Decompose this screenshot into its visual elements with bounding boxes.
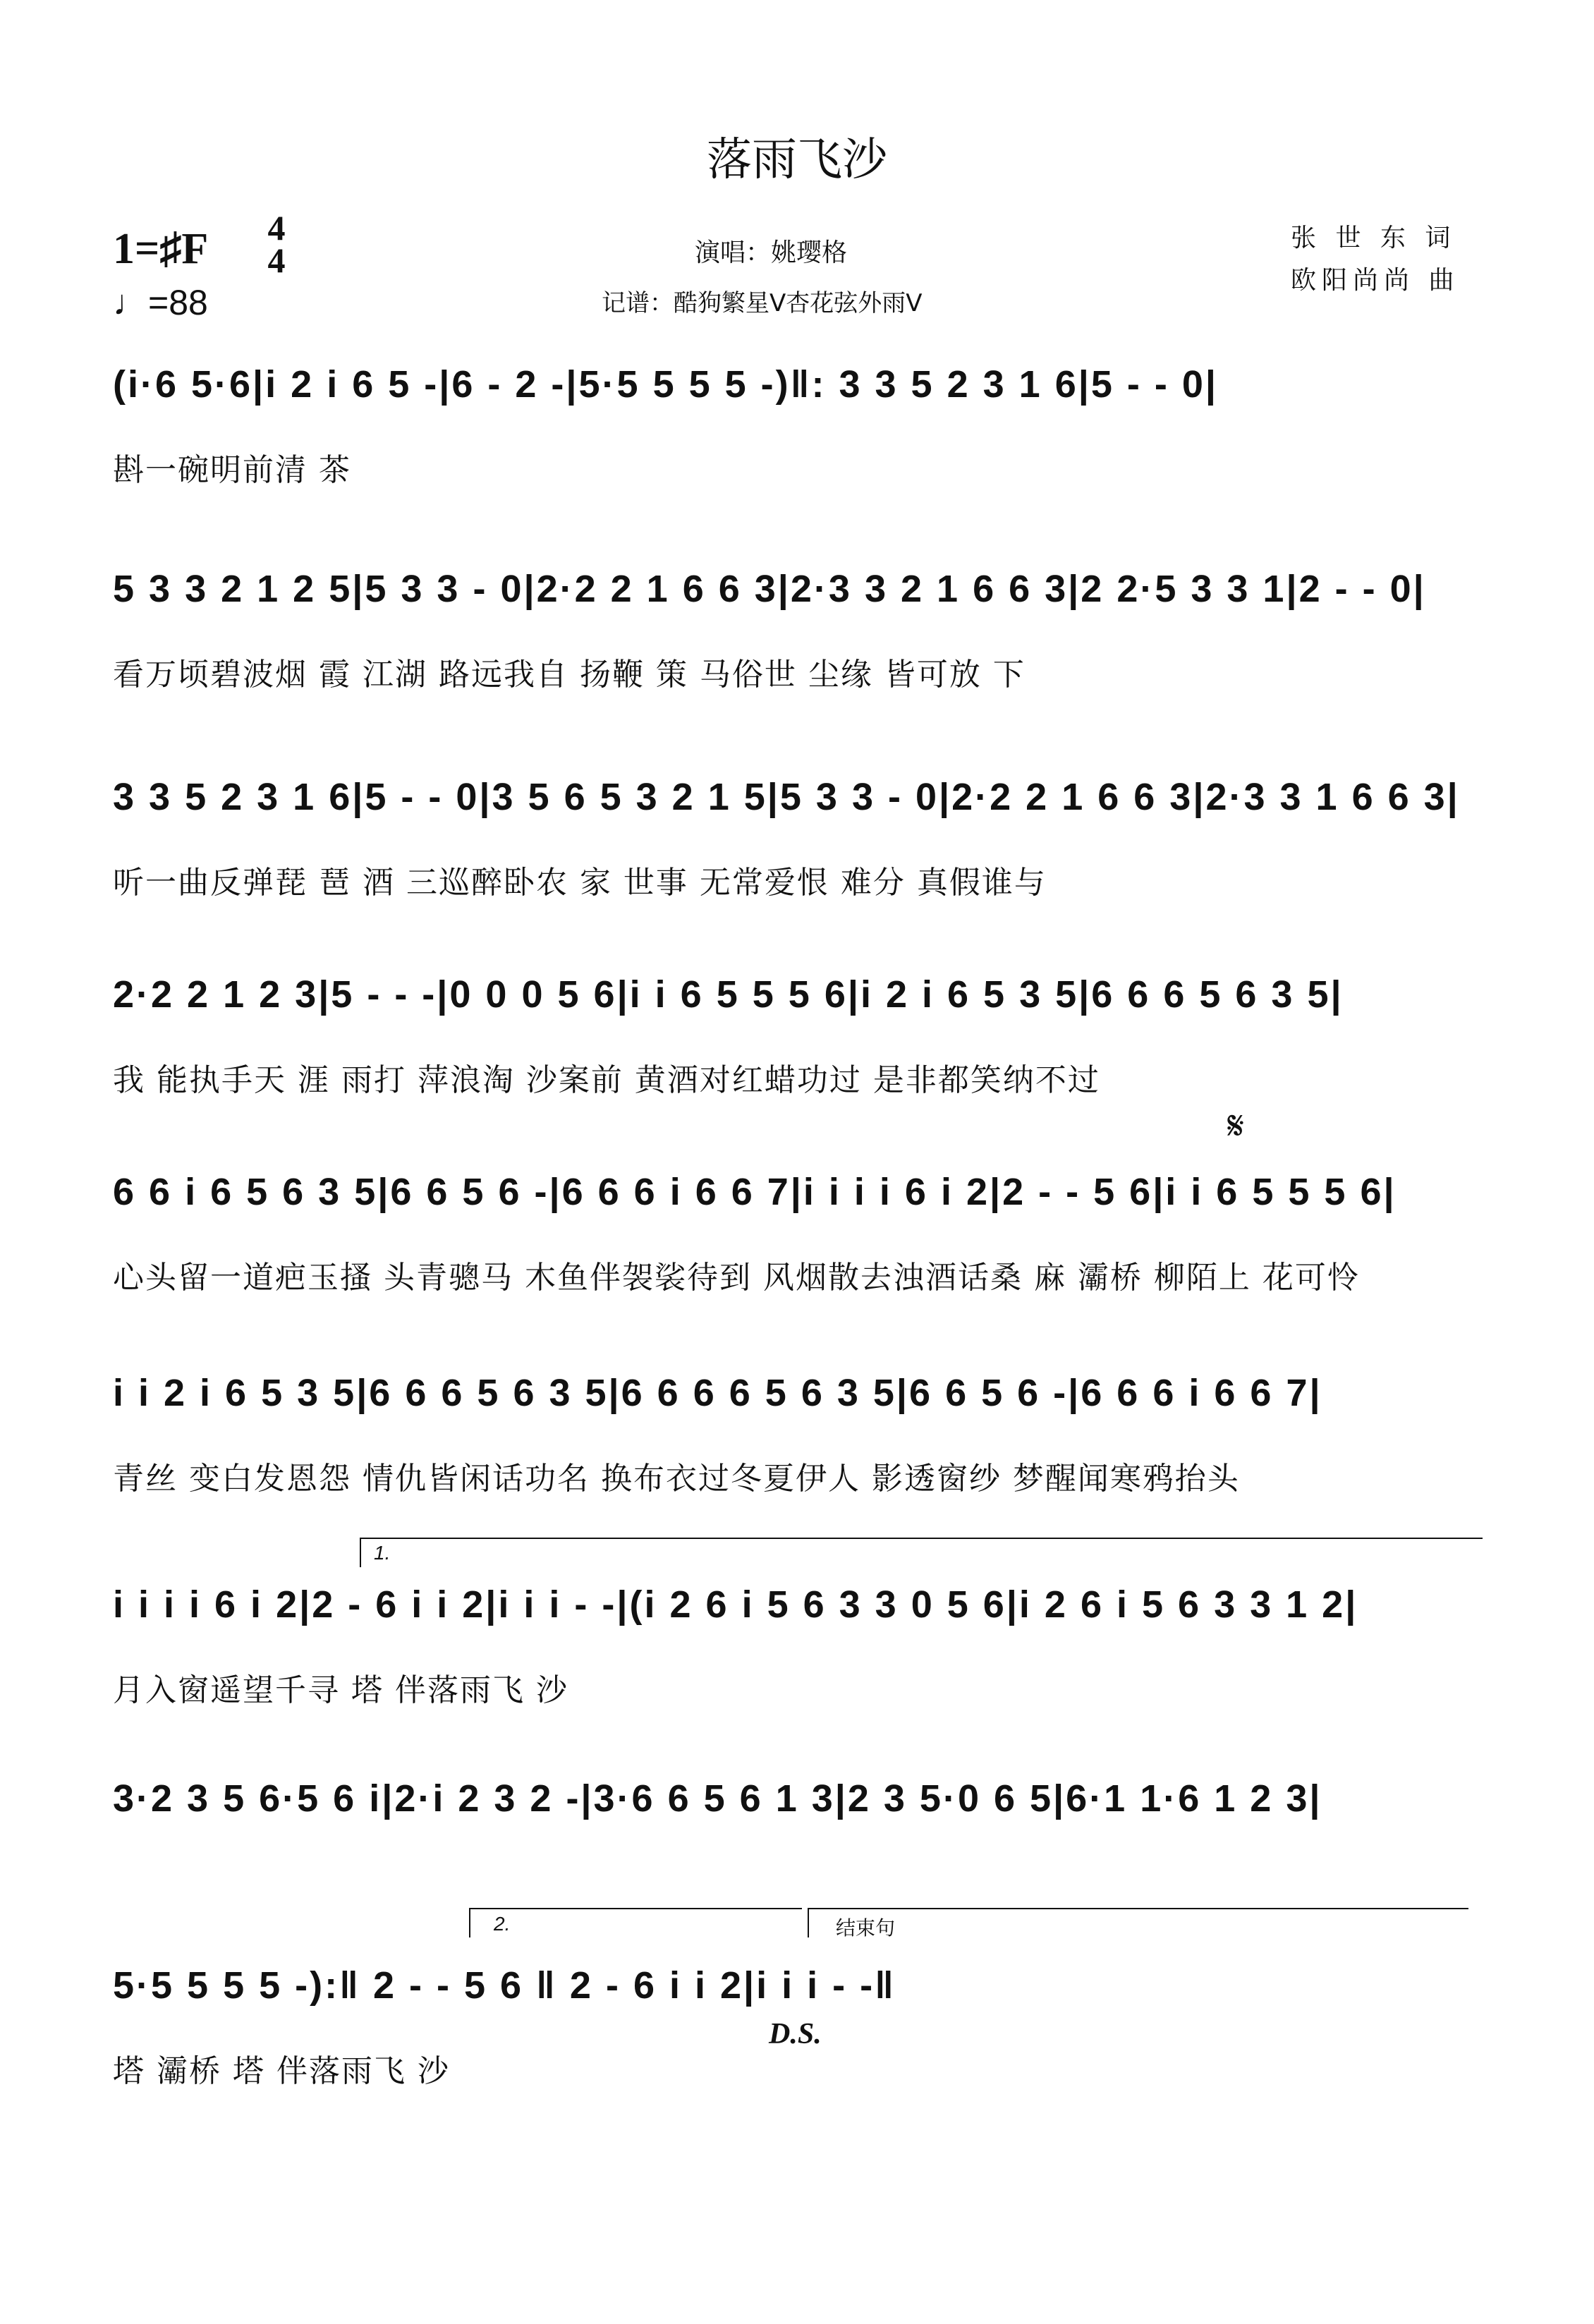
- volta-label-2: 2.: [494, 1913, 511, 1935]
- volta-bracket-1: [360, 1538, 1483, 1567]
- lyric-line: 塔 灞桥 塔 伴落雨飞 沙: [113, 2053, 450, 2089]
- lyric-line: 青丝 变白发恩怨 情仇皆闲话功名 换布衣过冬夏伊人 影透窗纱 梦醒闻寒鸦抬头: [113, 1461, 1240, 1497]
- singer-credit: 演唱：姚璎格: [695, 238, 848, 267]
- tempo-marking: ♩=88: [113, 283, 208, 322]
- key-signature: 1=♯F: [113, 225, 209, 273]
- score-line: [113, 353, 1481, 536]
- notation-line: i i 2 i 6 5 3 5|6 6 6 5 6 3 5|6 6 6 6 5 6 3 5|6 6 5 6 -|6 6 6 i 6 6 7|: [113, 1372, 1322, 1414]
- lyric-line: 心头留一道疤玉搔 头青骢马 木鱼伴袈裟待到 风烟散去浊酒话桑 麻 灞桥 柳陌上 花可怜: [113, 1260, 1360, 1296]
- transcriber-credit: 记谱：酷狗繁星V杏花弦外雨V: [602, 289, 923, 317]
- score-line: [113, 1160, 1481, 1344]
- score-line: [113, 1361, 1481, 1545]
- time-signature-top: 4: [267, 208, 286, 248]
- score-line: [113, 557, 1481, 741]
- score-line: [113, 963, 1481, 1146]
- lyric-line: 我 能执手天 涯 雨打 萍浪淘 沙案前 黄酒对红蜡功过 是非都笑纳不过: [113, 1062, 1100, 1098]
- notation-line: 2·2 2 1 2 3|5 - - -|0 0 0 5 6|i i 6 5 5 5 6|i 2 i 6 5 3 5|6 6 6 5 6 3 5|: [113, 973, 1344, 1016]
- volta-label-1: 1.: [374, 1542, 391, 1564]
- notation-line: (i·6 5·6|i 2 i 6 5 -|6 - 2 -|5·5 5 5 5 -)‖: 3 3 5 2 3 1 6|5 - - 0|: [113, 363, 1218, 406]
- segno-sign: 𝄋: [1227, 1105, 1245, 1148]
- notation-line: i i i i 6 i 2|2 - 6 i i 2|i i i - -|(i 2 6 i 5 6 3 3 0 5 6|i 2 6 i 5 6 3 3 1 2|: [113, 1583, 1358, 1626]
- song-title: 落雨飞沙: [707, 134, 887, 186]
- composer-credit: 欧阳尚尚 曲: [1291, 266, 1460, 295]
- notation-line: 3 3 5 2 3 1 6|5 - - 0|3 5 6 5 3 2 1 5|5 3 3 - 0|2·2 2 1 6 6 3|2·3 3 1 6 6 3|: [113, 776, 1460, 818]
- volta-bracket-2: [469, 1908, 802, 1937]
- score-line: [113, 765, 1481, 949]
- lyricist-credit: 张 世 东 词: [1291, 224, 1456, 253]
- time-signature-bottom: 4: [267, 241, 286, 280]
- author-credits: [1291, 217, 1459, 302]
- ending-bracket: [808, 1908, 1468, 1937]
- ds-marking: D.S.: [769, 2018, 822, 2050]
- notation-line: 5·5 5 5 5 -):‖ 2 - - 5 6 ‖ 2 - 6 i i 2|i i i - -‖: [113, 1964, 896, 2007]
- time-signature: [255, 208, 298, 280]
- notation-line: 3·2 3 5 6·5 6 i|2·i 2 3 2 -|3·6 6 5 6 1 3|2 3 5·0 6 5|6·1 1·6 1 2 3|: [113, 1777, 1322, 1820]
- ending-label: 结束句: [836, 1917, 896, 1939]
- notation-line: 5 3 3 2 1 2 5|5 3 3 - 0|2·2 2 1 6 6 3|2·3 3 2 1 6 6 3|2 2·5 3 3 1|2 - - 0|: [113, 568, 1426, 610]
- notation-line: 6 6 i 6 5 6 3 5|6 6 5 6 -|6 6 6 i 6 6 7|i i i i 6 i 2|2 - - 5 6|i i 6 5 5 5 6|: [113, 1171, 1397, 1213]
- lyric-line: 月入窗遥望千寻 塔 伴落雨飞 沙: [113, 1672, 568, 1708]
- score-line: [113, 1573, 1481, 1756]
- lyric-line: 看万顷碧波烟 霞 江湖 路远我自 扬鞭 策 马俗世 尘缘 皆可放 下: [113, 657, 1026, 693]
- lyric-line: 听一曲反弹琵 琶 酒 三巡醉卧农 家 世事 无常爱恨 难分 真假谁与: [113, 865, 1047, 901]
- lyric-line: 斟一碗明前清 茶: [113, 452, 351, 488]
